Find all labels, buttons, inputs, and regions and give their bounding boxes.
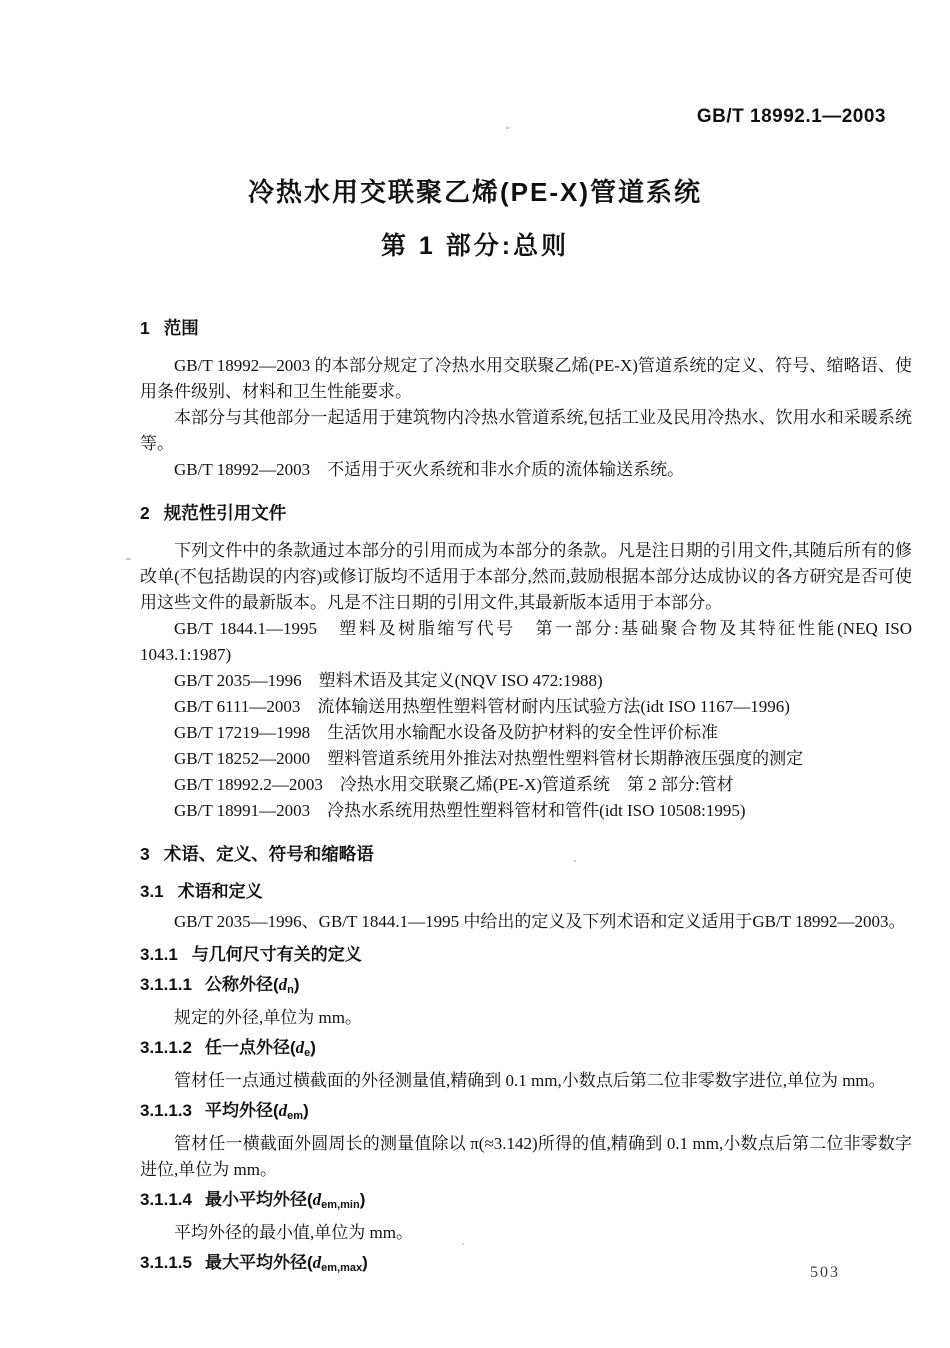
symbol-subscript: e [304, 1047, 311, 1059]
symbol-subscript: n [287, 984, 294, 996]
symbol-variable: d [312, 1190, 322, 1209]
title-line-1: 冷热水用交联聚乙烯(PE-X)管道系统 [247, 177, 702, 207]
title-line-2: 第 1 部分:总则 [380, 232, 570, 260]
symbol-subscript: em,min [321, 1199, 360, 1211]
term-heading: 3.1.1.2 任一点外径$(d_e)$ [140, 1038, 316, 1059]
scan-speck [506, 127, 509, 129]
reference-item: GB/T 18991—2003 冷热水系统用热塑性塑料管材和管件(idt ISO 10508:1995) [174, 801, 746, 820]
reference-item: GB/T 1844.1—1995 塑料及树脂缩写代号 第一部分:基础聚合物及其特征性能(NEQ ISO 1043.1:1987) [140, 619, 912, 664]
reference-item: GB/T 6111—2003 流体输送用热塑性塑料管材耐内压试验方法(idt ISO 1167—1996) [174, 697, 790, 716]
reference-item: GB/T 18252—2000 塑料管道系统用外推法对热塑性塑料管材长期静液压强度的测定 [174, 749, 804, 768]
term-heading: 3.1.1.3 平均外径$(d_{em})$ [140, 1101, 309, 1122]
reference-item: GB/T 2035—1996 塑料术语及其定义(NQV ISO 472:1988) [174, 671, 603, 690]
paragraph: 管材任一横截面外圆周长的测量值除以 π(≈3.142)所得的值,精确到 0.1 mm,小数点后第二位非零数字进位,单位为 mm。 [140, 1134, 912, 1179]
term-number: 3.1.1.1 [140, 975, 192, 994]
standard-number: GB/T 18992.1—2003 [696, 106, 886, 127]
paragraph: GB/T 2035—1996、GB/T 1844.1—1995 中给出的定义及下列术语和定义适用于GB/T 18992—2003。 [174, 912, 906, 931]
symbol-subscript: em,max [321, 1262, 363, 1274]
symbol-variable: d [295, 1038, 305, 1057]
term-heading: 3.1.1.4 最小平均外径$(d_{em,min})$ [140, 1190, 366, 1211]
scan-speck [126, 558, 131, 560]
term-number: 3.1.1.3 [140, 1101, 192, 1120]
paragraph: 平均外径的最小值,单位为 mm。 [174, 1223, 413, 1242]
section-number: 2 [140, 503, 150, 523]
scan-speck [574, 860, 576, 862]
symbol-variable: d [278, 975, 288, 994]
term-heading: 3.1.1.5 最大平均外径$(d_{em,max})$ [140, 1253, 368, 1274]
section-number: 1 [140, 318, 150, 338]
section-heading: 3.1.1 与几何尺寸有关的定义 [140, 945, 362, 964]
reference-item: GB/T 17219—1998 生活饮用水输配水设备及防护材料的安全性评价标准 [174, 723, 719, 742]
section-heading: 3 术语、定义、符号和缩略语 [140, 844, 374, 864]
section-heading: 1 范围 [140, 318, 199, 338]
symbol-variable: d [278, 1101, 288, 1120]
section-number: 3 [140, 844, 150, 864]
scan-speck [462, 1243, 464, 1245]
symbol-subscript: em [287, 1110, 304, 1122]
term-number: 3.1.1.2 [140, 1038, 192, 1057]
section-heading: 3.1 术语和定义 [140, 882, 263, 901]
paragraph: 本部分与其他部分一起适用于建筑物内冷热水管道系统,包括工业及民用冷热水、饮用水和采暖系统等。 [140, 408, 912, 453]
paragraph: 下列文件中的条款通过本部分的引用而成为本部分的条款。凡是注日期的引用文件,其随后所有的修改单(不包括勘误的内容)或修订版均不适用于本部分,然而,鼓励根据本部分达成协议的各方研究是否可使用这些文件的最新版本。凡是不注日期的引用文件,其最新版本适用于本部分。 [140, 541, 912, 612]
paragraph: 规定的外径,单位为 mm。 [174, 1008, 362, 1027]
term-number: 3.1.1.4 [140, 1190, 192, 1209]
section-heading: 2 规范性引用文件 [140, 503, 287, 523]
reference-item: GB/T 18992.2—2003 冷热水用交联聚乙烯(PE-X)管道系统 第 2 部分:管材 [174, 775, 734, 794]
paragraph: GB/T 18992—2003 的本部分规定了冷热水用交联聚乙烯(PE-X)管道系统的定义、符号、缩略语、使用条件级别、材料和卫生性能要求。 [140, 356, 912, 401]
paragraph: GB/T 18992—2003 不适用于灭火系统和非水介质的流体输送系统。 [174, 460, 685, 479]
symbol-variable: d [312, 1253, 322, 1272]
section-number: 3.1 [140, 882, 164, 901]
term-heading: 3.1.1.1 公称外径$(d_n)$ [140, 975, 300, 996]
paragraph: 管材任一点通过横截面的外径测量值,精确到 0.1 mm,小数点后第二位非零数字进位,单位为 mm。 [174, 1071, 886, 1090]
section-number: 3.1.1 [140, 945, 178, 964]
term-number: 3.1.1.5 [140, 1253, 192, 1272]
document-title [0, 172, 950, 262]
page-number: 503 [810, 1264, 840, 1281]
document-body [140, 316, 912, 1281]
